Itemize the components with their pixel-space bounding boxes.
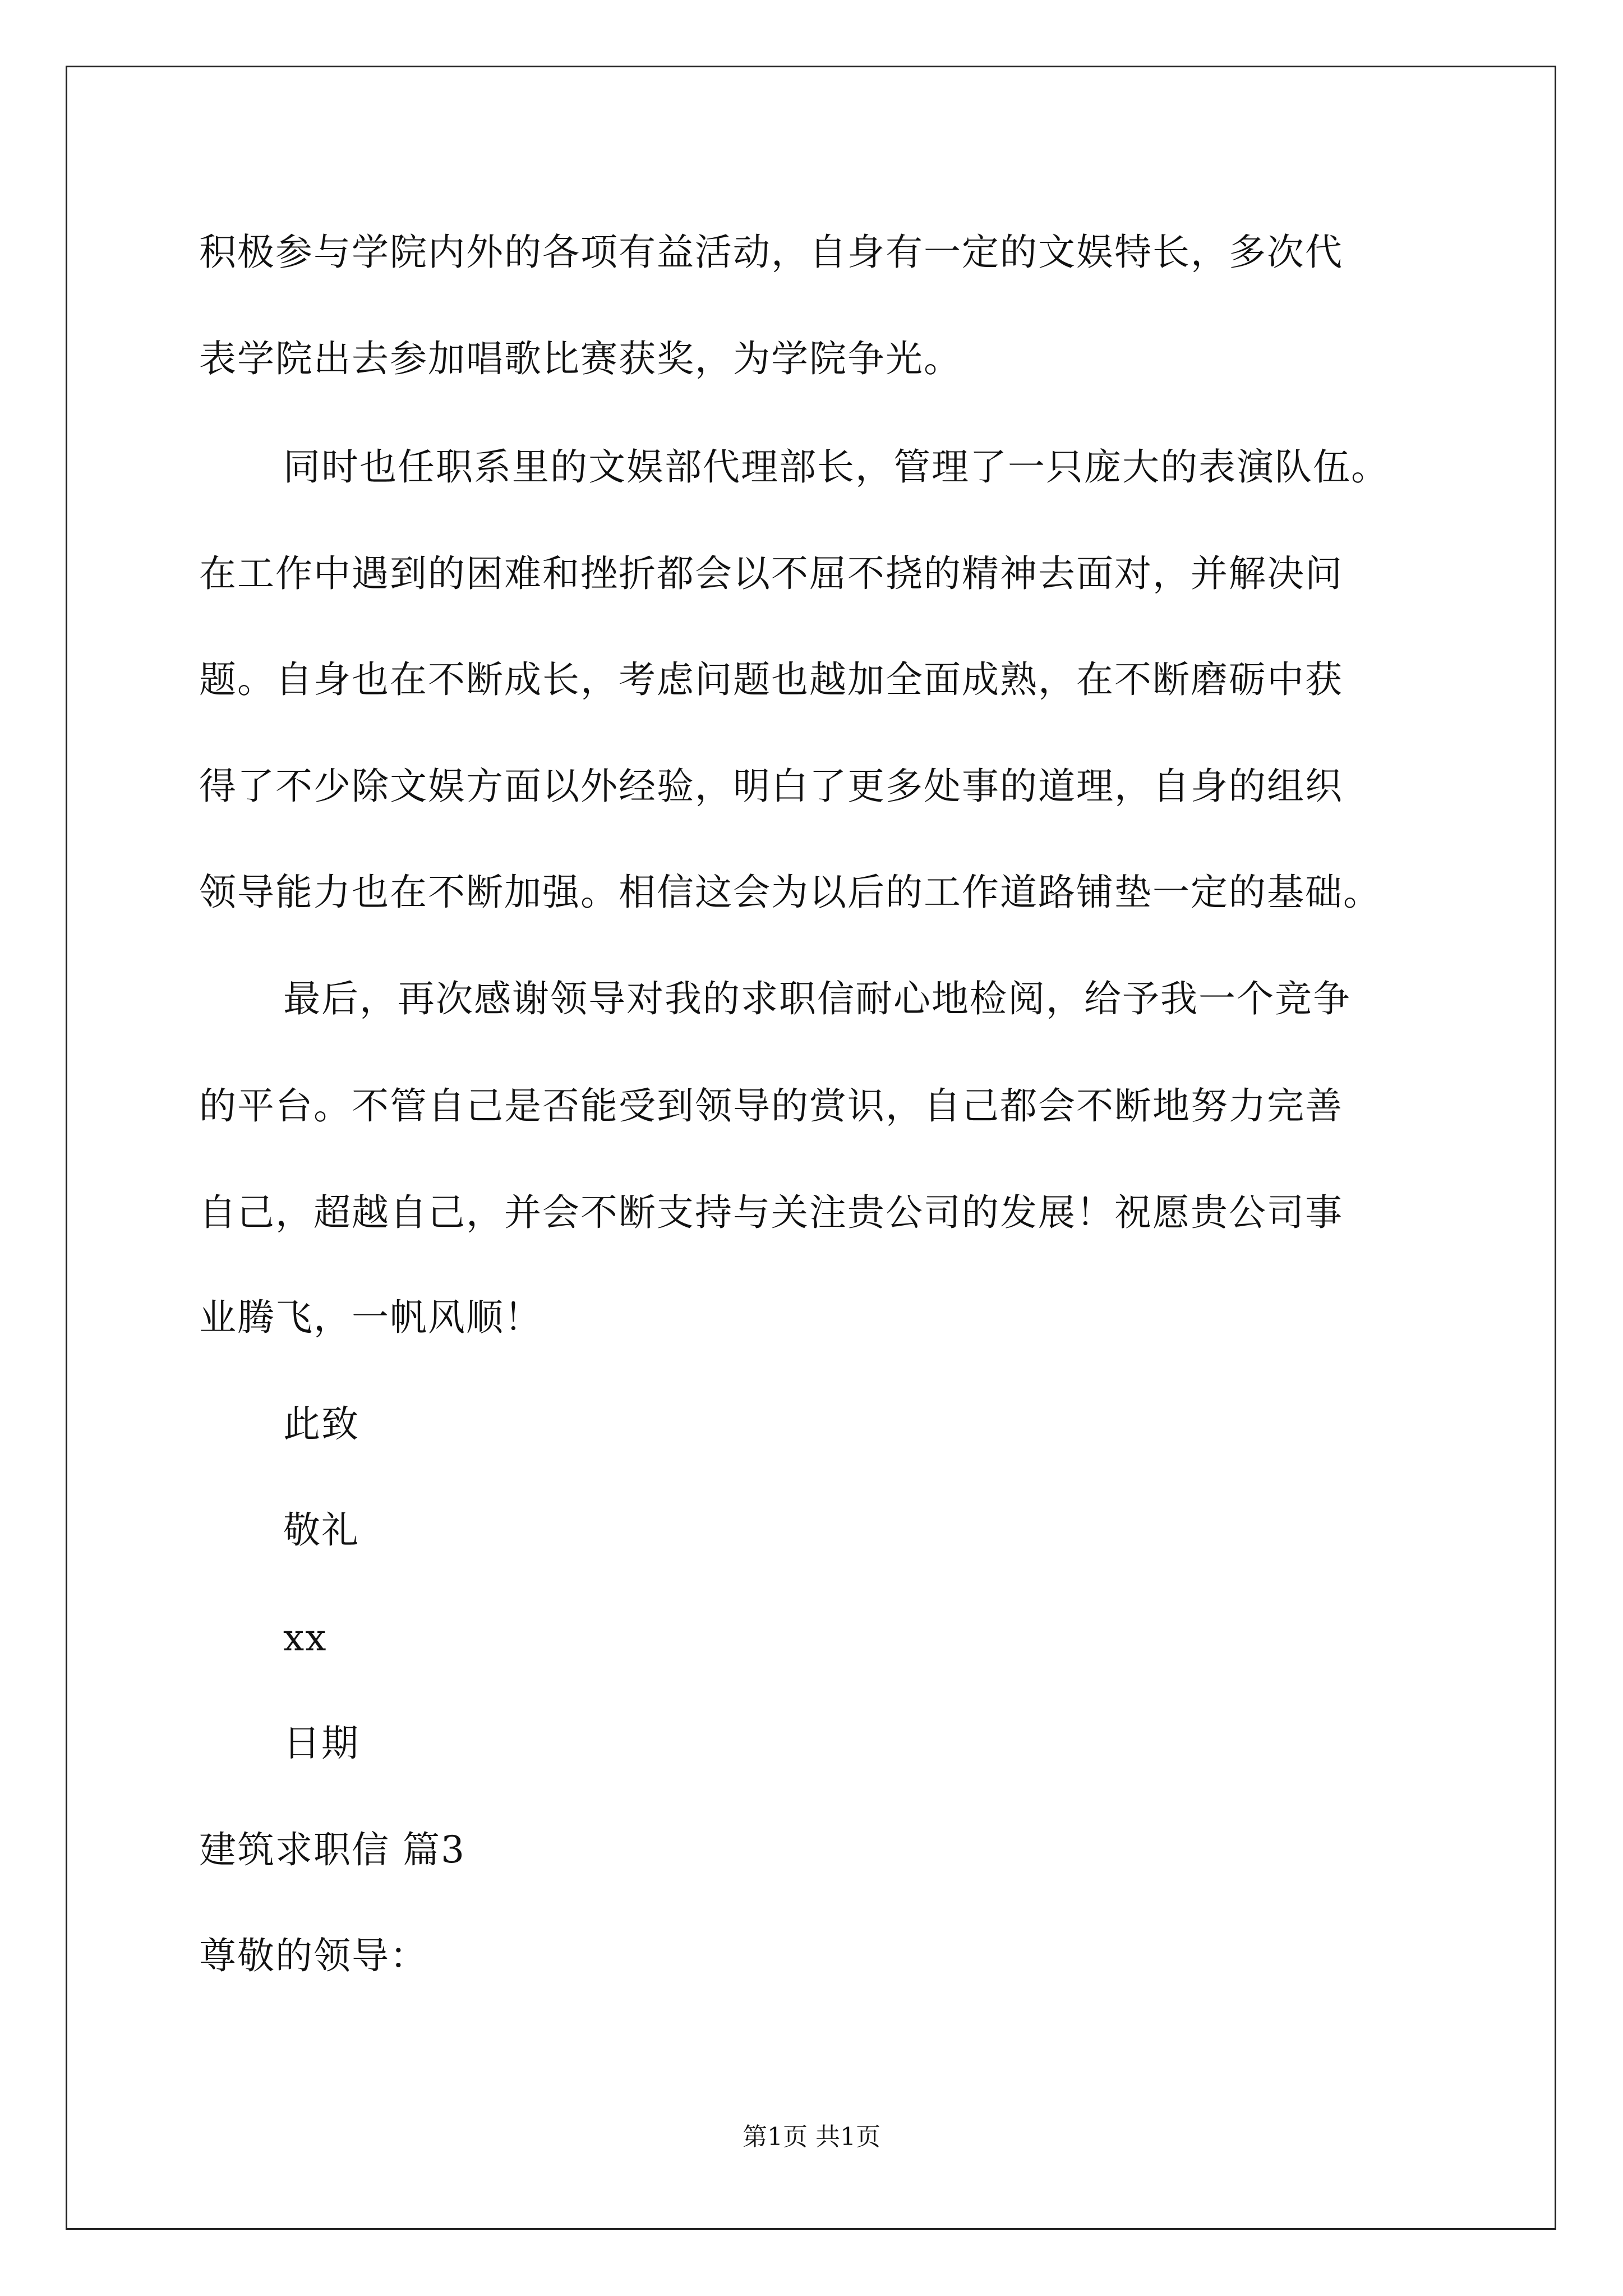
body-line-1: 积极参与学院内外的各项有益活动，自身有一定的文娱特长，多次代	[199, 231, 1343, 274]
body-line-9: 的平台。不管自己是否能受到领导的赏识，自己都会不断地努力完善	[199, 1084, 1343, 1128]
body-line-7: 领导能力也在不断加强。相信这会为以后的工作道路铺垫一定的基础。	[199, 871, 1381, 914]
closing-regards: 敬礼	[283, 1508, 359, 1552]
body-line-4: 在工作中遇到的困难和挫折都会以不屈不挠的精神去面对，并解决问	[199, 552, 1343, 595]
body-line-11: 业腾飞，一帆风顺！	[199, 1296, 542, 1339]
body-line-8: 最后，再次感谢领导对我的求职信耐心地检阅，给予我一个竞争	[283, 977, 1351, 1020]
letter-greeting: 尊敬的领导：	[199, 1934, 428, 1977]
section-heading: 建筑求职信 篇3	[199, 1828, 465, 1871]
page-border	[66, 66, 1556, 2230]
page-number-footer: 第1页 共1页	[743, 2123, 880, 2151]
body-line-2: 表学院出去参加唱歌比赛获奖，为学院争光。	[199, 337, 962, 380]
signature-date: 日期	[283, 1722, 359, 1765]
body-line-3: 同时也任职系里的文娱部代理部长，管理了一只庞大的表演队伍。	[283, 445, 1389, 489]
body-line-5: 题。自身也在不断成长，考虑问题也越加全面成熟，在不断磨砺中获	[199, 658, 1343, 701]
signature-name: xx	[283, 1616, 328, 1659]
body-line-10: 自己，超越自己，并会不断支持与关注贵公司的发展！祝愿贵公司事	[199, 1191, 1343, 1234]
closing-salutation: 此致	[283, 1402, 359, 1446]
body-line-6: 得了不少除文娱方面以外经验，明白了更多处事的道理，自身的组织	[199, 765, 1343, 808]
